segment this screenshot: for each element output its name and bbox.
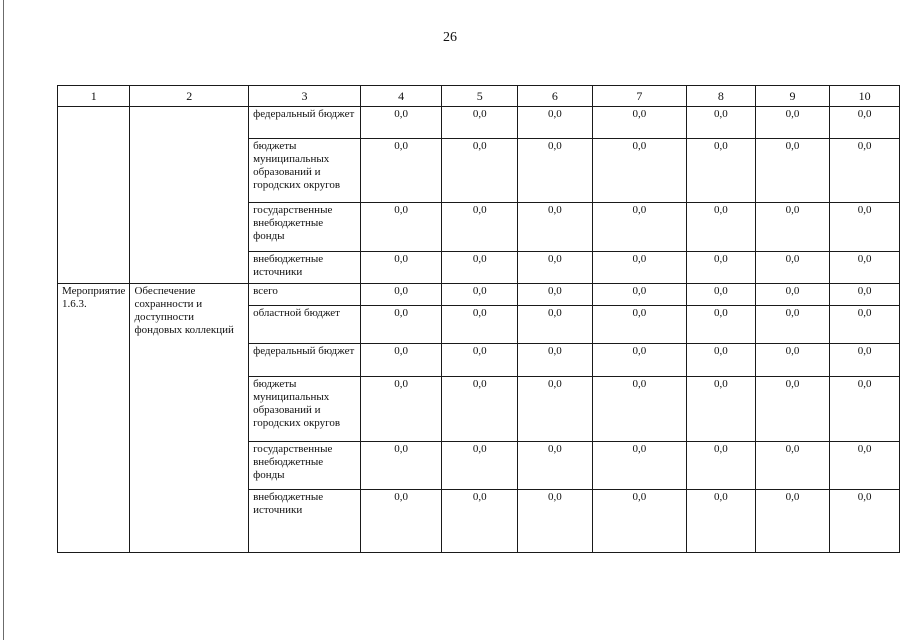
value-cell: 0,0 [755, 203, 830, 252]
value-cell: 0,0 [360, 490, 442, 553]
value-cell: 0,0 [830, 284, 900, 306]
value-cell: 0,0 [687, 252, 756, 284]
value-cell: 0,0 [518, 203, 593, 252]
value-cell: 0,0 [518, 344, 593, 377]
value-cell: 0,0 [830, 107, 900, 139]
value-cell: 0,0 [518, 139, 593, 203]
page-number: 26 [443, 30, 457, 45]
value-cell: 0,0 [360, 442, 442, 490]
value-cell: 0,0 [755, 344, 830, 377]
table-row [58, 284, 900, 306]
funding-source-cell: всего [249, 284, 361, 306]
value-cell: 0,0 [755, 139, 830, 203]
value-cell: 0,0 [442, 377, 518, 442]
value-cell: 0,0 [592, 284, 686, 306]
value-cell: 0,0 [687, 203, 756, 252]
table-header-row [58, 86, 900, 107]
column-header: 4 [360, 86, 442, 107]
value-cell: 0,0 [442, 490, 518, 553]
value-cell: 0,0 [592, 139, 686, 203]
value-cell: 0,0 [687, 344, 756, 377]
funding-source-cell: бюджеты муниципальных образований и городских округов [249, 139, 361, 203]
value-cell: 0,0 [442, 344, 518, 377]
value-cell: 0,0 [442, 284, 518, 306]
value-cell: 0,0 [360, 203, 442, 252]
value-cell: 0,0 [442, 252, 518, 284]
value-cell: 0,0 [360, 306, 442, 344]
value-cell: 0,0 [755, 252, 830, 284]
value-cell: 0,0 [755, 107, 830, 139]
value-cell: 0,0 [687, 139, 756, 203]
value-cell: 0,0 [592, 490, 686, 553]
value-cell: 0,0 [360, 252, 442, 284]
value-cell: 0,0 [687, 306, 756, 344]
value-cell: 0,0 [830, 442, 900, 490]
funding-source-cell: государственные внебюджетные фонды [249, 203, 361, 252]
funding-source-cell: внебюджетные источники [249, 490, 361, 553]
value-cell: 0,0 [442, 306, 518, 344]
value-cell: 0,0 [755, 442, 830, 490]
value-cell: 0,0 [830, 306, 900, 344]
value-cell: 0,0 [360, 107, 442, 139]
value-cell: 0,0 [830, 344, 900, 377]
value-cell: 0,0 [755, 284, 830, 306]
funding-source-cell: федеральный бюджет [249, 107, 361, 139]
value-cell: 0,0 [442, 139, 518, 203]
measure-name-cell: Обеспечение сохранности и доступности фондовых коллекций [130, 284, 249, 553]
value-cell: 0,0 [830, 252, 900, 284]
value-cell: 0,0 [830, 203, 900, 252]
value-cell: 0,0 [830, 139, 900, 203]
value-cell: 0,0 [442, 203, 518, 252]
value-cell: 0,0 [442, 107, 518, 139]
column-header: 10 [830, 86, 900, 107]
value-cell: 0,0 [592, 377, 686, 442]
value-cell: 0,0 [442, 442, 518, 490]
column-header: 6 [518, 86, 593, 107]
column-header: 9 [755, 86, 830, 107]
value-cell: 0,0 [518, 490, 593, 553]
funding-source-cell: внебюджетные источники [249, 252, 361, 284]
value-cell: 0,0 [360, 139, 442, 203]
value-cell: 0,0 [687, 442, 756, 490]
value-cell: 0,0 [592, 306, 686, 344]
empty-code-cell [58, 107, 130, 284]
column-header: 7 [592, 86, 686, 107]
value-cell: 0,0 [518, 377, 593, 442]
value-cell: 0,0 [687, 377, 756, 442]
budget-table [57, 85, 900, 553]
value-cell: 0,0 [360, 284, 442, 306]
table-row [58, 107, 900, 139]
measure-code-cell: Мероприятие 1.6.3. [58, 284, 130, 553]
value-cell: 0,0 [592, 442, 686, 490]
value-cell: 0,0 [518, 442, 593, 490]
funding-source-cell: государственные внебюджетные фонды [249, 442, 361, 490]
value-cell: 0,0 [592, 107, 686, 139]
value-cell: 0,0 [687, 107, 756, 139]
column-header: 2 [130, 86, 249, 107]
value-cell: 0,0 [360, 377, 442, 442]
value-cell: 0,0 [755, 377, 830, 442]
value-cell: 0,0 [518, 107, 593, 139]
value-cell: 0,0 [687, 490, 756, 553]
column-header: 8 [687, 86, 756, 107]
value-cell: 0,0 [755, 306, 830, 344]
column-header: 3 [249, 86, 361, 107]
value-cell: 0,0 [830, 490, 900, 553]
column-header: 5 [442, 86, 518, 107]
value-cell: 0,0 [830, 377, 900, 442]
column-header: 1 [58, 86, 130, 107]
value-cell: 0,0 [592, 203, 686, 252]
empty-name-cell [130, 107, 249, 284]
page-edge-line [3, 0, 4, 640]
value-cell: 0,0 [518, 284, 593, 306]
funding-source-cell: федеральный бюджет [249, 344, 361, 377]
funding-source-cell: бюджеты муниципальных образований и городских округов [249, 377, 361, 442]
value-cell: 0,0 [518, 252, 593, 284]
value-cell: 0,0 [518, 306, 593, 344]
value-cell: 0,0 [592, 344, 686, 377]
value-cell: 0,0 [755, 490, 830, 553]
value-cell: 0,0 [592, 252, 686, 284]
value-cell: 0,0 [687, 284, 756, 306]
funding-source-cell: областной бюджет [249, 306, 361, 344]
value-cell: 0,0 [360, 344, 442, 377]
